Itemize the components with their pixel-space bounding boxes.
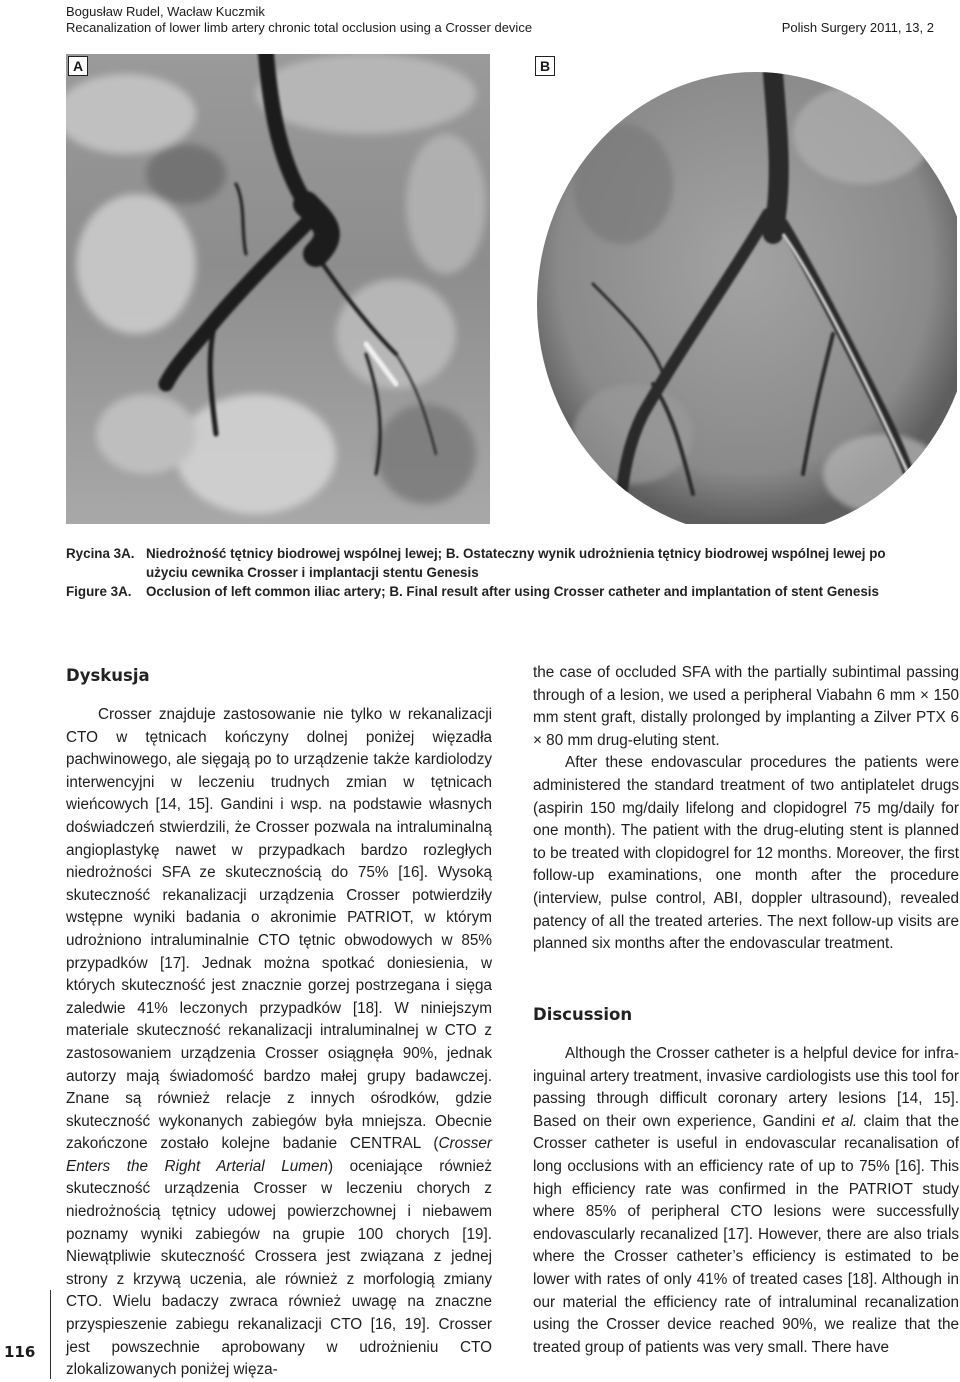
right-column-text-top: [533, 662, 959, 956]
right-column-text-bottom: [533, 1043, 959, 1359]
header-authors: Bogusław Rudel, Wacław Kuczmik: [66, 4, 265, 19]
caption-pl-line2: użyciu cewnika Crosser i implantacji stentu Genesis: [146, 565, 479, 580]
figure-panel-b: [533, 54, 957, 524]
angiogram-b-image: [533, 54, 957, 524]
page-number: 116: [4, 1343, 36, 1361]
right-paragraph-2: After these endovascular procedures the patients were administered the standard treatment of two antiplatelet drugs (aspirin 150 mg/daily lifelong and clopidogrel 75 mg/daily for one month). The patient with the drug-eluting stent is planned to be treated with clopidogrel for 12 months. Moreover, the first follow-up examinations, one month after the procedure (interview, pulse control, ABI, doppler ultrasound), revealed patency of all the treated arteries. The next follow-up visits are planned six months after the endovascular treatment.: [533, 754, 959, 953]
dyskusja-text-a: Crosser znajduje zastosowanie nie tylko w rekanalizacji CTO w tętnicach kończyny dolnej poniżej więzadła pachwinowego, ale sięgają po to urządzenie także kardiolodzy interwencyjni w leczeniu trudnych zmian w tętnicach wieńcowych [14, 15]. Gandini i wsp. na podstawie własnych doświadczeń stwierdzili, że Crosser pozwala na intraluminalną angioplastykę nawet w przypadkach bardzo rozległych niedrożności SFA ze skutecznością do 75% [16]. Wysoką skuteczność rekanalizacji urządzenia Crosser potwierdziły wstępne wyniki badania o akronimie PATRIOT, w którym udrożniono intraluminalnie CTO tętnic obwodowych w 85% przypadków [17]. Jednak można spotkać doniesienia, w których skuteczność jest znacznie gorzej postrzegana i sięga zaledwie 41% leczonych przypadków [18]. W niniejszym materiale skuteczność rekanalizacji intraluminalnej w CTO z zastosowaniem urządzenia Crosser osiągnęła 90%, jednak autorzy mają świadomość bardzo małej grupy badawczej. Znane są również relacje z innych ośrodków, gdzie skuteczność wykonanych zabiegów była mniejsza. Obecnie zakończone zostało kolejne badanie CENTRAL (: [66, 706, 492, 1153]
panel-b-label: B: [535, 56, 555, 76]
caption-polish: [66, 544, 950, 582]
caption-pl-label: Rycina 3A.: [66, 546, 135, 561]
caption-en-text: Occlusion of left common iliac artery; B. Final result after using Crosser catheter and implantation of stent Genesis: [146, 584, 879, 599]
header-running-title: Recanalization of lower limb artery chronic total occlusion using a Crosser device: [66, 20, 533, 35]
discussion-text-a: Although the Crosser catheter is a helpful device for infra-inguinal artery treatment, invasive cardiologists use this tool for passing through difficult coronary artery lesions [14, 15]. Based on their own experience, Gandini: [533, 1045, 959, 1130]
dyskusja-text-b: ) oceniające również skuteczność urządzenia Crosser w leczeniu chorych z niedrożnością tętnicy udowej powierzchownej i niebawem poznamy wyniki zabiegów na grupie 100 chorych [19]. Niewątpliwie skuteczność Crossera jest związana z jednej strony z krzywą uczenia, ale również z morfologią zmiany CTO. Wielu badaczy zwraca również uwagę na znaczne przyspieszenie zabiegu rekanalizacji CTO [16, 19]. Crosser jest powszechnie aprobowany w udrożnieniu CTO zlokalizowanych poniżej więza-: [66, 1157, 492, 1379]
header-journal: Polish Surgery 2011, 13, 2: [781, 20, 934, 35]
discussion-text-b: claim that the Crosser catheter is useful in endovascular recanalisation of long occlusions with an efficiency rate of up to 75% [16]. This high efficiency rate was confirmed in the PATRIOT study where 85% of peripheral CTO lesions were successfully endovascularly recanalized [17]. However, there are also trials where the Crosser catheter’s efficiency is estimated to be lower with rates of only 41% of treated cases [18]. Although in our material the efficiency rate of intraluminal recanalization using the Crosser device reached 90%, we realize that the treated group of patients was very small. There have: [533, 1112, 959, 1356]
caption-en-label: Figure 3A.: [66, 584, 132, 599]
caption-pl-line1: Niedrożność tętnicy biodrowej wspólnej lewej; B. Ostateczny wynik udrożnienia tętnicy biodrowej wspólnej lewej po: [146, 546, 886, 561]
discussion-paragraph: [533, 1043, 959, 1359]
caption-english: [66, 582, 950, 601]
panel-a-label: A: [68, 56, 88, 76]
page-number-rule: [50, 1290, 51, 1379]
dyskusja-paragraph: [66, 704, 492, 1382]
heading-discussion: Discussion: [533, 1005, 633, 1024]
heading-dyskusja: Dyskusja: [66, 666, 150, 685]
page-header: [66, 4, 934, 36]
figure-panel-a: [66, 54, 490, 524]
dyskusja-text-italic: Crosser Enters the Right Arterial Lumen: [66, 1135, 492, 1175]
angiogram-a-image: [66, 54, 490, 524]
left-column-text: [66, 704, 492, 1382]
right-paragraph-1: the case of occluded SFA with the partially subintimal passing through of a lesion, we used a peripheral Viabahn 6 mm × 150 mm stent graft, distally prolonged by implanting a Zilver PTX 6 × 80 mm drug-eluting stent.: [533, 664, 959, 749]
discussion-text-italic: et al.: [821, 1112, 858, 1130]
